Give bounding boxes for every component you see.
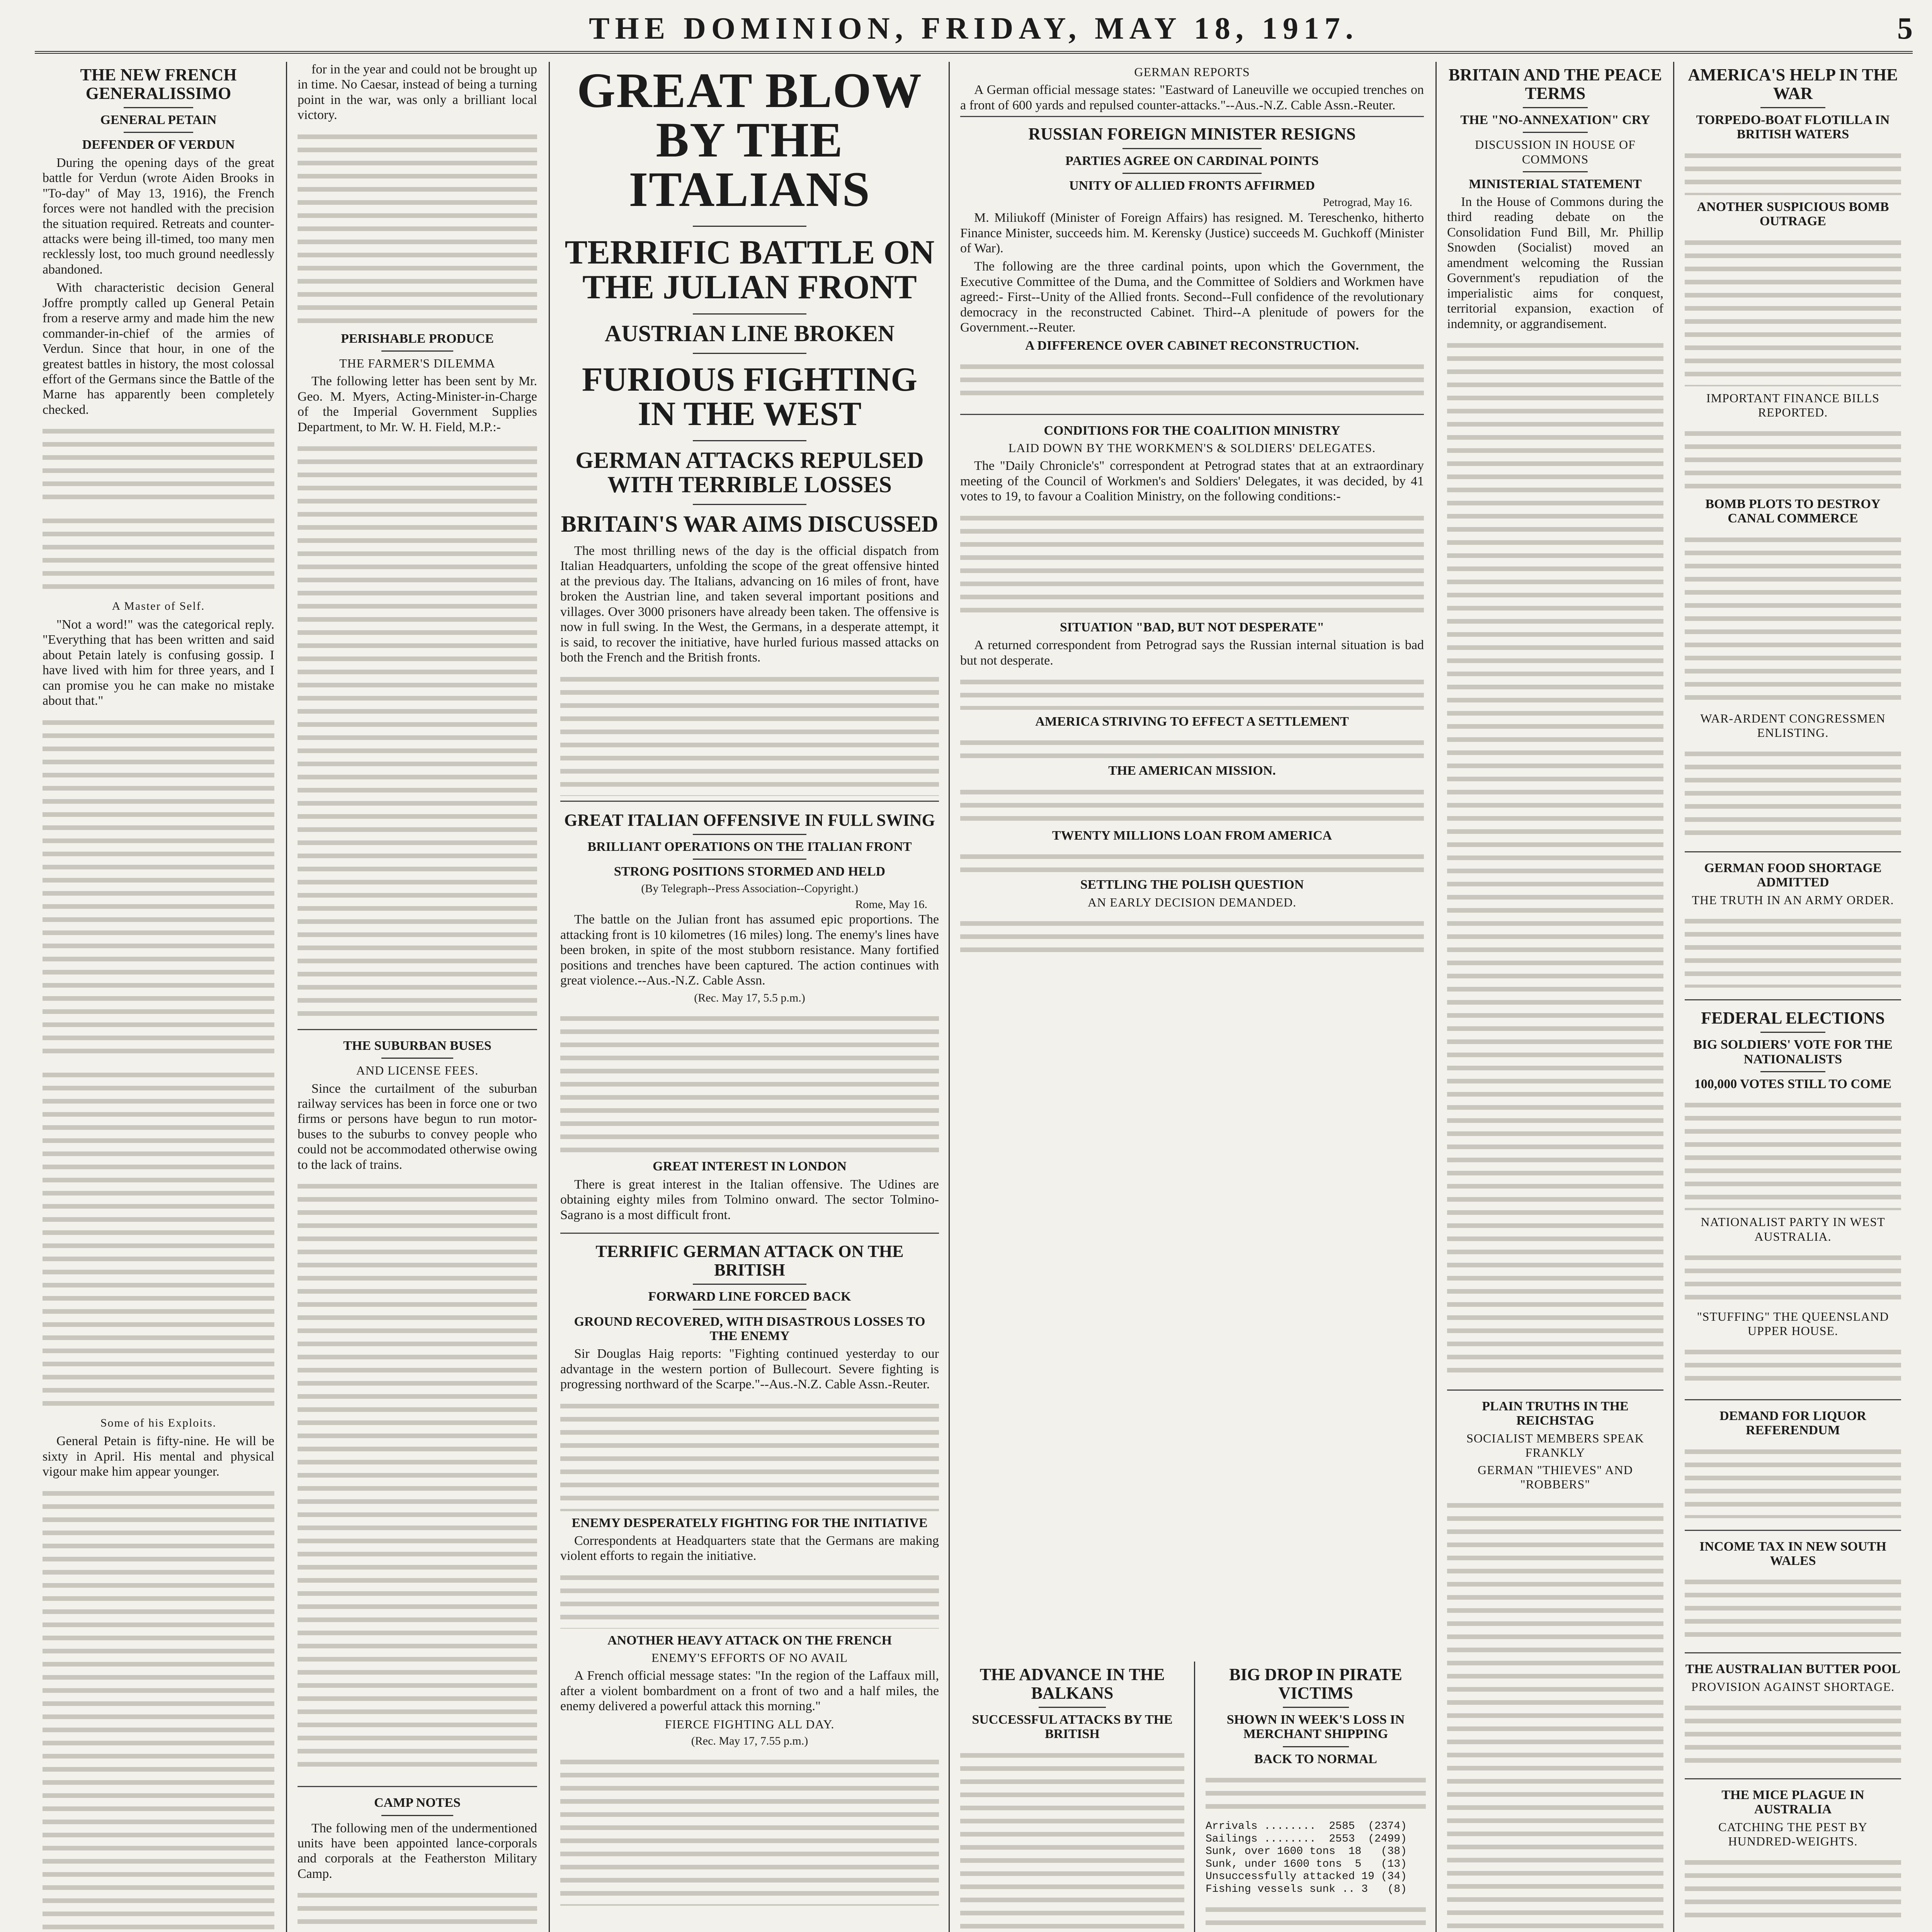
story-liquor-referendum [1685, 1409, 1901, 1531]
paragraph: In the House of Commons during the third reading debate on the Consolidation Fund Bill, Mr. Phillip Snowden (Socialist) moved an amendment welcoming the Russian Government's repudiation of the imperialistic aims for conquest, territorial expansion, exaction of indemnity, or aggrandisement. [1447, 195, 1663, 331]
column-1 [35, 62, 282, 1932]
divider [693, 226, 806, 227]
kicker: GERMAN REPORTS [1134, 65, 1250, 79]
paragraph: "Not a word!" was the categorical reply. "Everything that has been written and said about Petain lately is confusing gossip. I have lived with him for three years, and I can promise you he can make no mistake about that." [43, 617, 274, 708]
headline: DEMAND FOR LIQUOR REFERENDUM [1719, 1408, 1866, 1438]
column-4a [952, 1662, 1192, 1932]
headline: BRITAIN AND THE PEACE TERMS [1448, 65, 1662, 103]
paragraph: A French official message states: "In the region of the Laffaux mill, after a violent bombardment on a front of two and a half miles, the enemy delivered a powerful attack this morning." [560, 1668, 939, 1714]
divider [1283, 1746, 1349, 1747]
deck: THE "NO-ANNEXATION" CRY [1460, 113, 1650, 128]
headline: ENEMY DESPERATELY FIGHTING FOR THE INITIATIVE [571, 1515, 928, 1530]
column-5 [1198, 1662, 1434, 1932]
column-rule [1435, 62, 1437, 1932]
body-text-block [1447, 1495, 1663, 1932]
story-pirate-victims [1206, 1665, 1426, 1932]
body-text-block [43, 1483, 274, 1932]
divider [124, 132, 193, 133]
deck: ENEMY'S EFFORTS OF NO AVAIL [651, 1651, 848, 1665]
body-text-block [1685, 1247, 1901, 1305]
received-line: (Rec. May 17, 5.5 p.m.) [694, 991, 805, 1004]
column-rule [1673, 62, 1674, 1932]
column-2 [290, 62, 545, 1932]
headline: TWENTY MILLIONS LOAN FROM AMERICA [1052, 828, 1332, 843]
dateline: Rome, May 16. [855, 898, 927, 911]
body-text-block [560, 1008, 939, 1155]
story-food-shortage [1685, 861, 1901, 1000]
body-text-block [960, 781, 1424, 824]
divider [1523, 132, 1588, 133]
banner-headline: GREAT BLOW BY THE ITALIANS [577, 63, 922, 217]
body-text-block [43, 712, 274, 1060]
body-text-block [1685, 1341, 1901, 1388]
deck: GENERAL PETAIN [100, 113, 217, 128]
column-rule [549, 62, 550, 1932]
divider [381, 350, 453, 352]
divider [693, 440, 806, 441]
deck: CATCHING THE PEST BY HUNDRED-WEIGHTS. [1718, 1820, 1867, 1848]
body-text-block [298, 1884, 537, 1932]
subheading: Some of his Exploits. [100, 1416, 217, 1429]
lead-paragraph: The most thrilling news of the day is the official dispatch from Italian Headquarters, unfolding the scope of the great offensive hinted at the previous day. The Italians, advancing on 16 miles of front, have broken the Austrian line, and taken several important positions and villages. Over 3000 prisoners have already been taken. The offensive is now in full swing. In the West, the Germans, in a desperate attempt, it is said, to recover the initiative, have hurled furious massed attacks on both the French and the British fronts. [560, 544, 939, 665]
body-text-block [1685, 1852, 1901, 1921]
body-text-block [298, 126, 537, 327]
story-german-attack-british [560, 1242, 939, 1917]
deck: FIERCE FIGHTING ALL DAY. [665, 1717, 835, 1731]
divider [693, 504, 806, 505]
body-text-block [960, 507, 1424, 616]
body-text-block [960, 356, 1424, 402]
headline: INCOME TAX IN NEW SOUTH WALES [1699, 1539, 1886, 1568]
body-text-block [960, 671, 1424, 710]
deck: MINISTERIAL STATEMENT [1469, 177, 1642, 191]
story-generalissimo [43, 66, 274, 1932]
body-text-block [560, 1751, 939, 1906]
deck: THE TRUTH IN AN ARMY ORDER. [1692, 893, 1894, 907]
paragraph: The "Daily Chronicle's" correspondent at Petrograd states that at an extraordinary meeting of the Council of Workmen's and Soldiers' Delegates, it was decided, by 41 votes to 19, to favour a Coalition Ministry, on the following conditions:- [960, 459, 1424, 504]
body-text-block [960, 732, 1424, 759]
deck: PROVISION AGAINST SHORTAGE. [1691, 1679, 1895, 1694]
body-text-block [1685, 743, 1901, 840]
deck: SOCIALIST MEMBERS SPEAK FRANKLY [1466, 1431, 1644, 1459]
dateline: Petrograd, May 16. [1323, 196, 1412, 209]
story-russian-minister [960, 116, 1424, 415]
headline: TERRIFIC GERMAN ATTACK ON THE BRITISH [595, 1242, 904, 1279]
headline: THE MICE PLAGUE IN AUSTRALIA [1721, 1787, 1864, 1817]
deck: NATIONALIST PARTY IN WEST AUSTRALIA. [1701, 1215, 1885, 1243]
paragraph: Correspondents at Headquarters state that the Germans are making violent efforts to regain the initiative. [560, 1533, 939, 1563]
body-text-block [960, 1745, 1184, 1932]
deck: WAR-ARDENT CONGRESSMEN ENLISTING. [1700, 711, 1886, 740]
headline: BOMB PLOTS TO DESTROY CANAL COMMERCE [1705, 497, 1881, 526]
headline: GERMAN ATTACKS REPULSED WITH TERRIBLE LOSSES [575, 447, 924, 497]
headline: AUSTRIAN LINE BROKEN [604, 320, 895, 346]
story-reichstag [1447, 1399, 1663, 1932]
body-text-block [1685, 1571, 1901, 1641]
paragraph: With characteristic decision General Joffre promptly called up General Petain from a reserve army and made him the new commander-in-chief of the armies of Verdun. Since that hour, in one of the greatest battles in history, the most colossal effort of the Germans since the Battle of the Marne has apparently been completely checked. [43, 281, 274, 417]
body-text-block [43, 1064, 274, 1412]
divider [693, 353, 806, 354]
paragraph: Since the curtailment of the suburban railway services has been in force one or two firms or persons have begun to run motor-buses to the suburbs to convey people who could not be accommodated otherwise owing to the lack of trains. [298, 1081, 537, 1172]
body-text-block [960, 913, 1424, 955]
divider [381, 1058, 453, 1059]
divider [693, 313, 806, 315]
paragraph: Sir Douglas Haig reports: "Fighting continued yesterday to our advantage in the western portion of Bullecourt. Severe fighting is progressing northward of the Scarpe."--Aus.-N.Z. Cable Assn.-Reuter. [560, 1347, 939, 1392]
headline: THE SUBURBAN BUSES [343, 1039, 492, 1053]
deck: DISCUSSION IN HOUSE OF COMMONS [1475, 138, 1636, 166]
headline: BRITAIN'S WAR AIMS DISCUSSED [561, 511, 939, 537]
story-perishable-produce [298, 332, 537, 1030]
deck: UNITY OF ALLIED FRONTS AFFIRMED [1069, 178, 1315, 193]
story-americas-help [1685, 66, 1901, 852]
paragraph: There is great interest in the Italian offensive. The Udines are obtaining eighty miles from Tolmino onward. The sector Tolmino-Sagrano is a most difficult front. [560, 1177, 939, 1222]
headline: SITUATION "BAD, BUT NOT DESPERATE" [1060, 620, 1325, 634]
column-3 [553, 62, 947, 1932]
divider [124, 107, 193, 108]
deck: DEFENDER OF VERDUN [82, 138, 235, 152]
body-text-block [1685, 1441, 1901, 1518]
body-text-block [1206, 1899, 1426, 1932]
body-text-block [43, 420, 274, 505]
subheading: A Master of Self. [112, 600, 205, 613]
headline: GREAT INTEREST IN LONDON [653, 1159, 847, 1174]
body-text-block [1685, 145, 1901, 195]
received-line: (Rec. May 17, 7.55 p.m.) [691, 1734, 808, 1747]
divider [1122, 173, 1262, 174]
body-text-block [1685, 910, 1901, 988]
deck: SHOWN IN WEEK'S LOSS IN MERCHANT SHIPPING [1226, 1713, 1405, 1742]
deck: GROUND RECOVERED, WITH DISASTROUS LOSSES TO THE ENEMY [574, 1314, 925, 1343]
story-federal-elections [1685, 1009, 1901, 1400]
headline: THE AMERICAN MISSION. [1108, 764, 1276, 778]
story-income-tax [1685, 1539, 1901, 1654]
deck: AN EARLY DECISION DEMANDED. [1088, 895, 1296, 909]
paragraph: The following letter has been sent by Mr. Geo. M. Myers, Acting-Minister-in-Charge of the Imperial Government Supplies Department, to Mr. W. H. Field, M.P.:- [298, 374, 537, 434]
body-text-block [1206, 1769, 1426, 1816]
body-text-block [960, 846, 1424, 873]
column-rule [1194, 1662, 1195, 1932]
body-text-block [1685, 1094, 1901, 1210]
column-6 [1439, 62, 1671, 1932]
headline: THE ADVANCE IN THE BALKANS [980, 1665, 1165, 1702]
column-rule [286, 62, 287, 1932]
body-text-block [1685, 232, 1901, 386]
story-camp-notes [298, 1796, 537, 1932]
column-rule [949, 62, 950, 1932]
headline: CONDITIONS FOR THE COALITION MINISTRY [1044, 423, 1340, 438]
story-suburban-buses [298, 1039, 537, 1787]
paragraph: During the opening days of the great battle for Verdun (wrote Aiden Brooks in "To-day" of May 13, 1916), the French forces were not handled with the precision the situation required. Retreats and counter-attacks were being ill-timed, too many men recklessly lost, too much ground needlessly abandoned. [43, 155, 274, 277]
body-text-block [1685, 529, 1901, 707]
headline: AMERICA STRIVING TO EFFECT A SETTLEMENT [1035, 714, 1349, 729]
deck: SUCCESSFUL ATTACKS BY THE BRITISH [972, 1713, 1173, 1742]
headline: AMERICA'S HELP IN THE WAR [1688, 65, 1898, 103]
paragraph: The battle on the Julian front has assumed epic proportions. The attacking front is 10 kilometres (16 miles) long. The enemy's lines have been broken, in spite of the most stubborn resistance. Many fortified positions and trenches have been captured. The action continues with great violence.--Aus.-N.Z. Cable Assn. [560, 912, 939, 988]
body-text-block [298, 1175, 537, 1774]
divider [693, 859, 806, 860]
column-7 [1677, 62, 1909, 1932]
divider [1760, 1032, 1825, 1033]
body-text-block [298, 438, 537, 1017]
headline: PERISHABLE PRODUCE [341, 331, 494, 346]
wire-credit: (By Telegraph--Press Association--Copyright.) [641, 882, 858, 895]
divider [381, 1815, 453, 1816]
story-peace-terms [1447, 66, 1663, 1391]
deck: AND LICENSE FEES. [356, 1063, 479, 1078]
headline: PLAIN TRUTHS IN THE REICHSTAG [1482, 1399, 1629, 1428]
body-text-block [1685, 1697, 1901, 1767]
divider [693, 1284, 806, 1285]
newspaper-title: THE DOMINION, FRIDAY, MAY 18, 1917. [589, 12, 1359, 46]
story-italian-offensive [560, 801, 939, 1234]
page-number: 5 [1897, 12, 1913, 46]
headline: GERMAN FOOD SHORTAGE ADMITTED [1704, 861, 1882, 890]
body-text-block [560, 1567, 939, 1629]
deck: BIG SOLDIERS' VOTE FOR THE NATIONALISTS [1693, 1037, 1893, 1066]
divider [693, 1309, 806, 1310]
headline: FURIOUS FIGHTING IN THE WEST [582, 361, 917, 433]
paragraph: The following men of the undermentioned units have been appointed lance-corporals and corporals at the Featherston Military Camp. [298, 1821, 537, 1881]
deck: STRONG POSITIONS STORMED AND HELD [614, 864, 886, 879]
deck: "STUFFING" THE QUEENSLAND UPPER HOUSE. [1697, 1309, 1889, 1338]
deck: BACK TO NORMAL [1254, 1752, 1377, 1766]
headline: THE AUSTRALIAN BUTTER POOL [1685, 1662, 1901, 1677]
deck: TORPEDO-BOAT FLOTILLA IN BRITISH WATERS [1696, 113, 1890, 142]
divider [693, 834, 806, 835]
shipping-table: Arrivals ........ 2585 (2374) Sailings ........ 2553 (2499) Sunk, over 1600 tons 18 (38) Sunk, under 1600 tons 5 (13) Unsuccessfully attacked 19 (34) Fishing vessels sunk .. 3 (8) [1206, 1820, 1407, 1895]
paragraph: General Petain is fifty-nine. He will be sixty in April. His mental and physical vigour make him appear younger. [43, 1434, 274, 1479]
deck: BRILLIANT OPERATIONS ON THE ITALIAN FRONT [587, 840, 912, 854]
body-text-block [1447, 335, 1663, 1378]
headline: A DIFFERENCE OVER CABINET RECONSTRUCTION. [1025, 338, 1359, 353]
headline: CAMP NOTES [374, 1796, 461, 1810]
divider [1039, 1707, 1106, 1708]
story-mice-plague [1685, 1788, 1901, 1932]
headline: THE NEW FRENCH GENERALISSIMO [80, 65, 237, 103]
paragraph: The following are the three cardinal points, upon which the Government, the Executive Committee of the Duma, and the Committee of Soldiers and Workmen have agreed:- First--Unity of the Allied fronts. Second--Full confidence of the revolutionary democracy in the reconstructed Cabinet. Third--A plenitude of powers for the Government.--Reuter. [960, 259, 1424, 335]
divider [1283, 1707, 1349, 1708]
body-text-block [560, 668, 939, 796]
divider [1523, 107, 1588, 108]
deck: GERMAN "THIEVES" AND "ROBBERS" [1478, 1463, 1633, 1492]
deck: THE FARMER'S DILEMMA [339, 356, 495, 371]
column-4 [952, 62, 1432, 1932]
deck: FORWARD LINE FORCED BACK [648, 1289, 851, 1304]
headline: RUSSIAN FOREIGN MINISTER RESIGNS [1028, 124, 1356, 143]
story-butter-pool [1685, 1662, 1901, 1779]
deck: PARTIES AGREE ON CARDINAL POINTS [1065, 153, 1319, 168]
deck: 100,000 VOTES STILL TO COME [1694, 1077, 1892, 1091]
divider [1760, 1071, 1825, 1072]
body-text-block [560, 1395, 939, 1511]
headline: SETTLING THE POLISH QUESTION [1080, 878, 1304, 892]
story-balkans [960, 1665, 1184, 1932]
deck: LAID DOWN BY THE WORKMEN'S & SOLDIERS' DELEGATES. [1008, 441, 1376, 455]
headline: FEDERAL ELECTIONS [1701, 1008, 1885, 1027]
headline: BIG DROP IN PIRATE VICTIMS [1229, 1665, 1402, 1702]
paragraph: M. Miliukoff (Minister of Foreign Affairs) has resigned. M. Tereschenko, hitherto Finance Minister, succeeds him. M. Kerensky (Justice) succeeds M. Guchkoff (Minister of War). [960, 211, 1424, 255]
headline: ANOTHER SUSPICIOUS BOMB OUTRAGE [1697, 199, 1889, 229]
divider [1760, 107, 1825, 108]
paragraph: A returned correspondent from Petrograd says the Russian internal situation is bad but not desperate. [960, 638, 1424, 668]
divider [1523, 171, 1588, 172]
deck: IMPORTANT FINANCE BILLS REPORTED. [1706, 391, 1880, 419]
headline: ANOTHER HEAVY ATTACK ON THE FRENCH [607, 1633, 892, 1648]
body-text-block [1685, 423, 1901, 492]
paragraph: for in the year and could not be brought up in time. No Caesar, instead of being a turning point in the war, was only a brilliant local victory. [298, 62, 537, 122]
masthead [35, 9, 1913, 54]
headline: GREAT ITALIAN OFFENSIVE IN FULL SWING [564, 810, 935, 830]
story-coalition-ministry [960, 423, 1424, 967]
divider [1122, 148, 1262, 149]
paragraph: A German official message states: "Eastward of Laneuville we occupied trenches on a front of 600 yards and repulsed counter-attacks."--Aus.-N.Z. Cable Assn.-Reuter. [960, 83, 1424, 112]
body-text-block [43, 510, 274, 595]
headline: TERRIFIC BATTLE ON THE JULIAN FRONT [565, 234, 935, 306]
